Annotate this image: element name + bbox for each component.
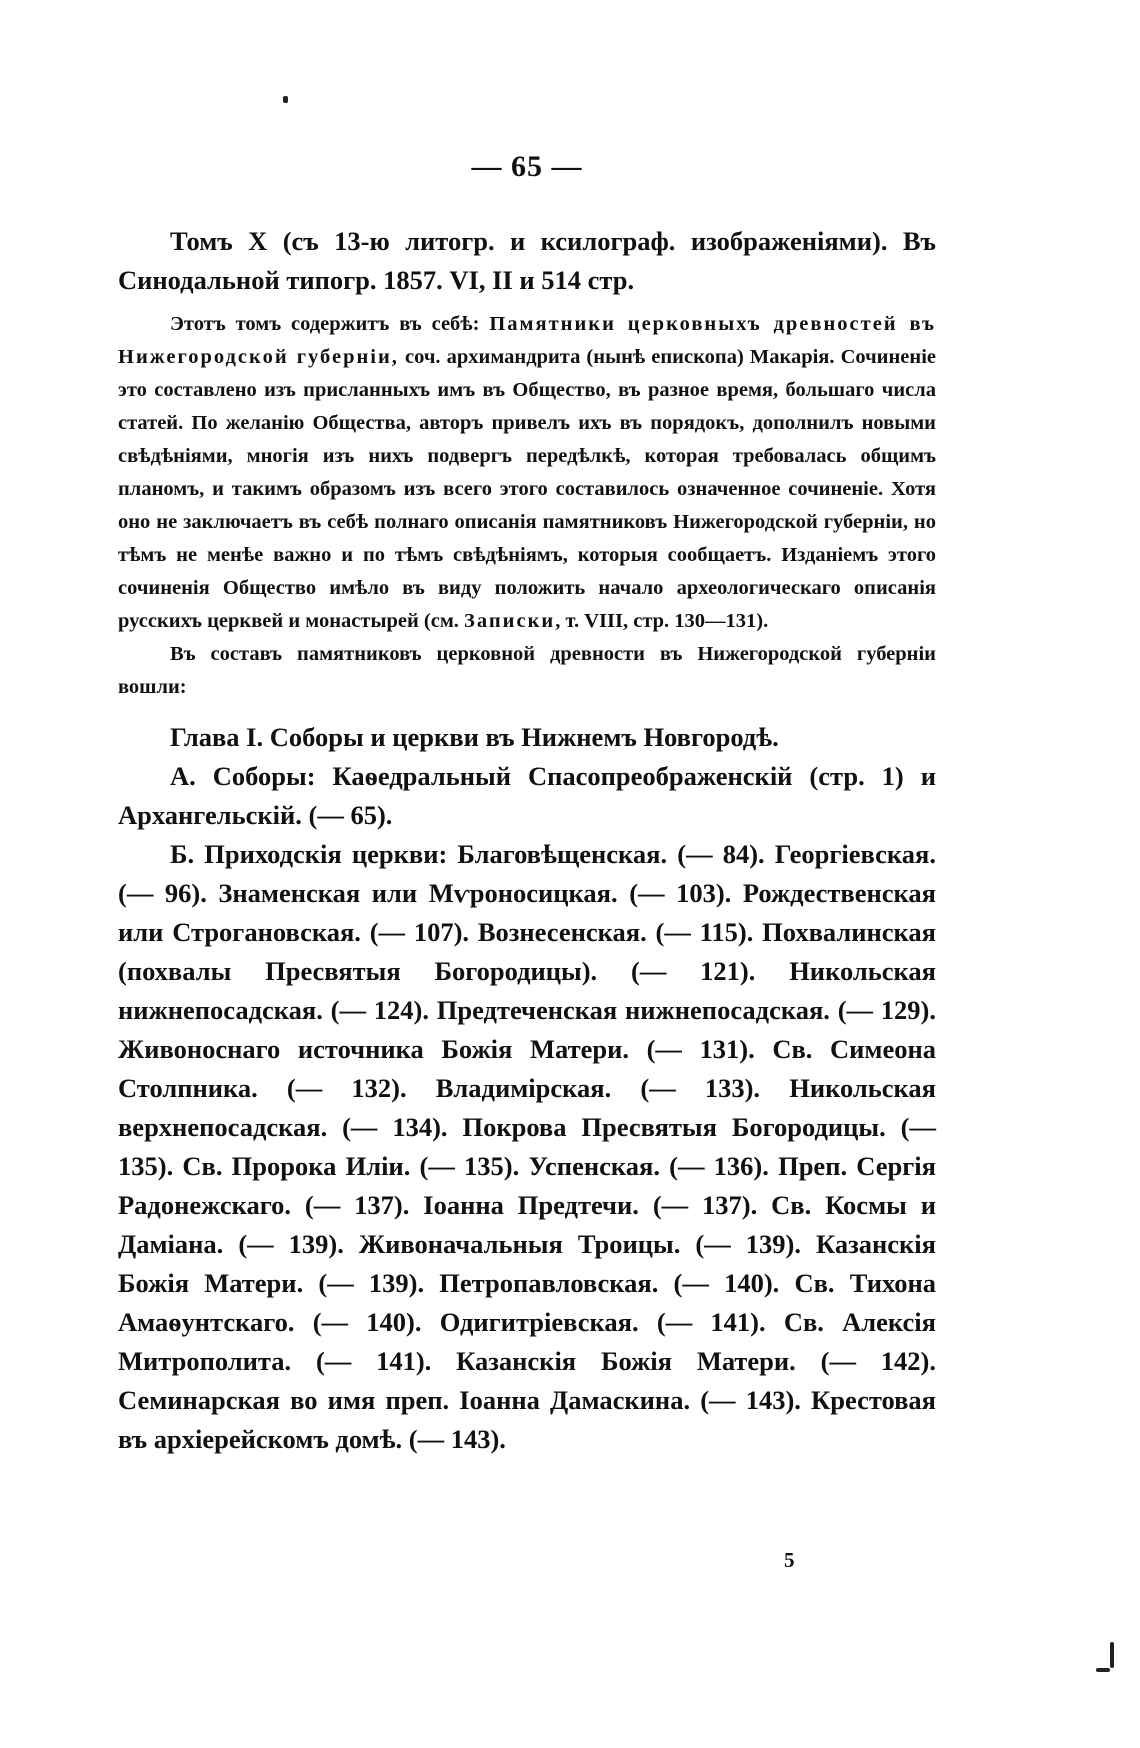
volume-heading: Томъ X (съ 13-ю литогр. и ксилограф. изображеніями). Въ Синодальной типогр. 1857. VI, II и 514 стр. (118, 226, 936, 295)
page-number: — 65 — (471, 150, 583, 183)
section-b: Б. Приходскія церкви: Благовѣщенская. (— 84). Георгіевская. (— 96). Знаменская или Мѵроносицкая. (— 103). Рождественская или Строгановская. (— 107). Вознесенская. (— 115). Похвалинская (похвалы Пресвятыя Богородицы). (— 121). Никольская нижнепосадская. (— 124). Предтеченская нижнепосадская. (— 129). Живоноснаго источника Божія Матери. (— 131). Св. Симеона Столпника. (— 132). Владимірская. (— 133). Никольская верхнепосадская. (— 134). Покрова Пресвятыя Богородицы. (— 135). Св. Пророка Иліи. (— 135). Успенская. (— 136). Преп. Сергія Радонежскаго. (— 137). Іоанна Предтечи. (— 137). Св. Космы и Даміана. (— 139). Живоначальныя Троицы. (— 139). Казанскія Божія Матери. (— 139). Петропавловская. (— 140). Св. Тихона Амаѳунтскаго. (— 140). Одигитріевская. (— 141). Св. Алексія Митрополита. (— 141). Казанскія Божія Матери. (— 142). Семинарская во имя преп. Іоанна Дамаскина. (— 143). Крестовая въ архіерейскомъ домѣ. (— 143). (118, 839, 936, 1454)
description-reference: Записки (464, 610, 556, 632)
print-speck (1110, 1642, 1114, 1668)
print-speck (1096, 1668, 1110, 1672)
description-intro: Этотъ томъ содержитъ въ себѣ: (170, 313, 490, 335)
signature-mark: 5 (784, 1548, 795, 1572)
description-spaced-title: Памятники церковныхъ древностей въ Нижегородской губерніи, (118, 313, 936, 368)
description-body: соч. архимандрита (нынѣ епископа) Макарія. Сочиненіе это составлено изъ присланныхъ имъ въ Общество, въ разное время, большаго числа статей. По желанію Общества, авторъ привелъ ихъ въ порядокъ, дополнилъ новыми свѣдѣніями, многія изъ нихъ подвергъ передѣлкѣ, которая требовалась общимъ планомъ, и такимъ образомъ изъ всего этого составилось означенное сочиненіе. Хотя оно не заключаетъ въ себѣ полнаго описанія памятниковъ Нижегородской губерніи, но тѣмъ не менѣе важно и по тѣмъ свѣдѣніямъ, которыя сообщаетъ. Изданіемъ этого сочиненія Общество имѣло въ виду положить начало археологическаго описанія русскихъ церквей и монастырей (см. (118, 346, 937, 632)
print-speck (283, 96, 288, 103)
volume-description (118, 308, 936, 638)
contents-intro: Въ составъ памятниковъ церковной древности въ Нижегородской губерніи вошли: (118, 643, 936, 698)
page-body (118, 150, 936, 1459)
description-reference-tail: , т. VIII, стр. 130—131). (555, 610, 769, 632)
section-a: А. Соборы: Каѳедральный Спасопреображенскій (стр. 1) и Архангельскій. (— 65). (118, 761, 936, 830)
chapter-title: Глава I. Соборы и церкви въ Нижнемъ Новгородѣ. (170, 722, 779, 752)
